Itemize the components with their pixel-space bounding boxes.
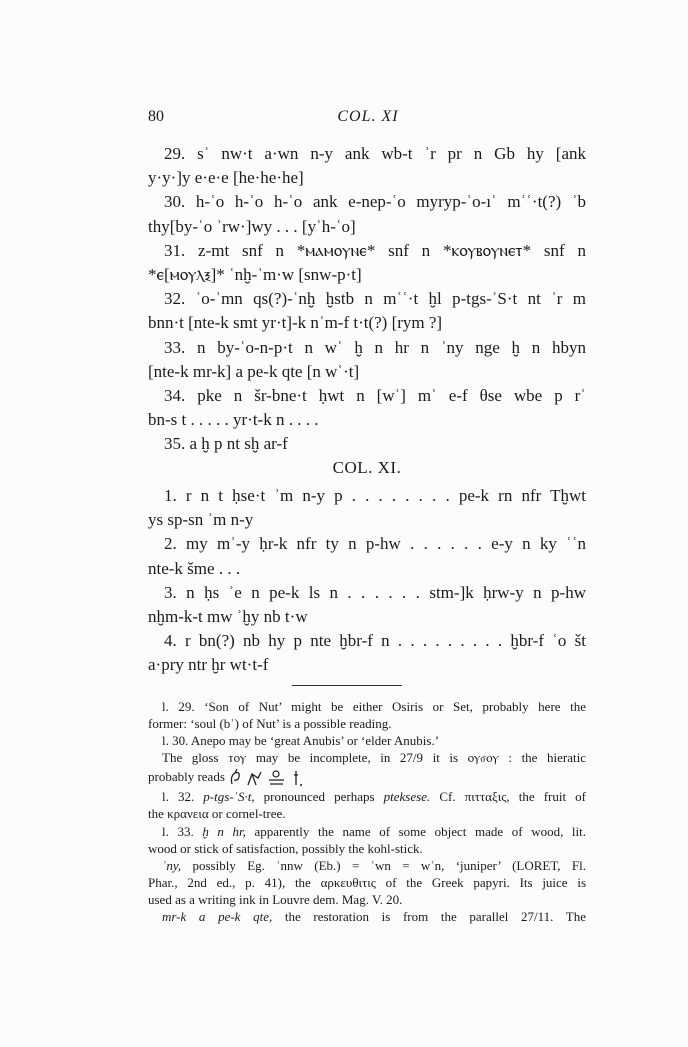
text-line: 4. r bn(?) nb hy p nte ḫbr-f n . . . . . . . . . ḫbr-f ʿo št [164, 631, 586, 651]
footnote-line: l. 33. ḫ n hr, apparently the name of some object made of wood, lit. [162, 823, 587, 839]
text-line: ys sp-sn ʾm n-y [148, 510, 254, 530]
footnote-line: l. 30. Anepo may be ‘great Anubis’ or ‘elder Anubis.’ [162, 733, 440, 749]
text-line: 32. ʿo-ʾmn qs(?)-ʿnḫ ḫstb n mʿʿ·t ḫl p-tgs-ʾS·t nt ʾr m [164, 289, 586, 309]
text-line: 30. h-ʿo h-ʿo h-ʿo ank e-nep-ʿo myryp-ʿo-ıʿ mʿʿ·t(?) ʾb [164, 192, 586, 212]
text-line: 33. n by-ʿo-n-p·t n wʿ ḫ n hr n ʾny nge ḫ n hbyn [164, 337, 586, 357]
running-header [148, 108, 588, 132]
transliteration-block-col-x [148, 142, 586, 456]
text-line: bnn·t [nte-k smt yr·t]-k nʾm-f t·t(?) [rym ?] [148, 313, 443, 333]
footnote-text: probably reads [148, 769, 225, 785]
running-title: COL. XI [337, 108, 399, 125]
footnote-line: used as a writing ink in Louvre dem. Mag. V. 20. [148, 891, 403, 907]
footnote-line: l. 29. ‘Son of Nut’ might be either Osiris or Set, probably here the [162, 699, 586, 714]
footnote-line [148, 766, 586, 788]
text-line: 3. n ḥs ʾe n pe-k ls n . . . . . . stm-]k ḥrw-y n p-hw [164, 582, 586, 602]
text-line: 1. r n t ḥse·t ʾm n-y p . . . . . . . . pe-k rn nfr Tḫwt [164, 486, 586, 505]
footnote-line: ʾny, possibly Eg. ʿnnw (Eb.) = ʿwn = wʿn, ‘juniper’ (LORET, Fl. [162, 857, 586, 873]
footnote-line: The gloss ⲧⲟⲩ may be incomplete, in 27/9 it is ⲟⲩⳝⲟⲩ : the hieratic [162, 750, 586, 766]
text-line: thy[by-ʿo ʾrw·]wy . . . [yʿh-ʿo] [148, 216, 356, 236]
hieratic-glyphs-icon [228, 768, 310, 788]
footnote-line: Phar., 2nd ed., p. 41), the αρκευθιτις of the Greek papyri. Its juice is [148, 874, 586, 890]
text-line: 29. sʾ nw·t a·wn n-y ank wb-t ʾr pr n Gb hy [ank [164, 144, 586, 163]
footnote-line: l. 32. p-tgs-ʾS·t, pronounced perhaps pteksese. Cf. πιτταξις, the fruit of [162, 789, 587, 805]
footnote-line: the κρανεια or cornel-tree. [148, 806, 286, 822]
text-line: 2. my mʾ-y ḥr-k nfr ty n p-hw . . . . . . e-y n ky ʿʿn [164, 534, 586, 554]
text-line: y·y·]y e·e·e [he·he·he] [148, 168, 304, 188]
text-line: *ⲉ[ⲙⲟⲩⲗⲝ]* ʿnḫ-ʾm·w [snw-p·t] [148, 264, 362, 284]
transliteration-block-col-xi [148, 484, 586, 678]
text-line: nte-k šme . . . [148, 558, 241, 578]
text-line: 34. pke n šr-bne·t ḥwt n [wʿ] mʿ e-f θse wbe p rʿ [164, 385, 586, 405]
page-number: 80 [148, 108, 164, 125]
section-heading: COL. XI. [332, 458, 402, 477]
text-line: [nte-k mr-k] a pe-k qte [n wʿ·t] [148, 361, 360, 381]
footnote-line: former: ‘soul (bʾ) of Nut’ is a possible reading. [148, 716, 392, 732]
footnote-line: mr-k a pe-k qte, the restoration is from the parallel 27/11. The [162, 909, 586, 925]
section-divider [292, 685, 402, 686]
footnotes [148, 698, 586, 925]
footnote-line: wood or stick of satisfaction, possibly the kohl-stick. [148, 840, 423, 856]
text-line: bn-s t . . . . . yr·t-k n . . . . [148, 410, 319, 430]
text-line: 31. z-mt snf n *ⲙⲁⲙⲟⲩⲛⲉ* snf n *ⲕⲟⲩⲃⲟⲩⲛⲉⲧ* snf n [164, 240, 586, 260]
text-line: a·pry ntr ḫr wt·t-f [148, 655, 269, 675]
text-line: nḫm-k-t mw ʾḫy nb t·w [148, 606, 308, 626]
text-line: 35. a ḫ p nt sḫ ar-f [164, 434, 288, 454]
